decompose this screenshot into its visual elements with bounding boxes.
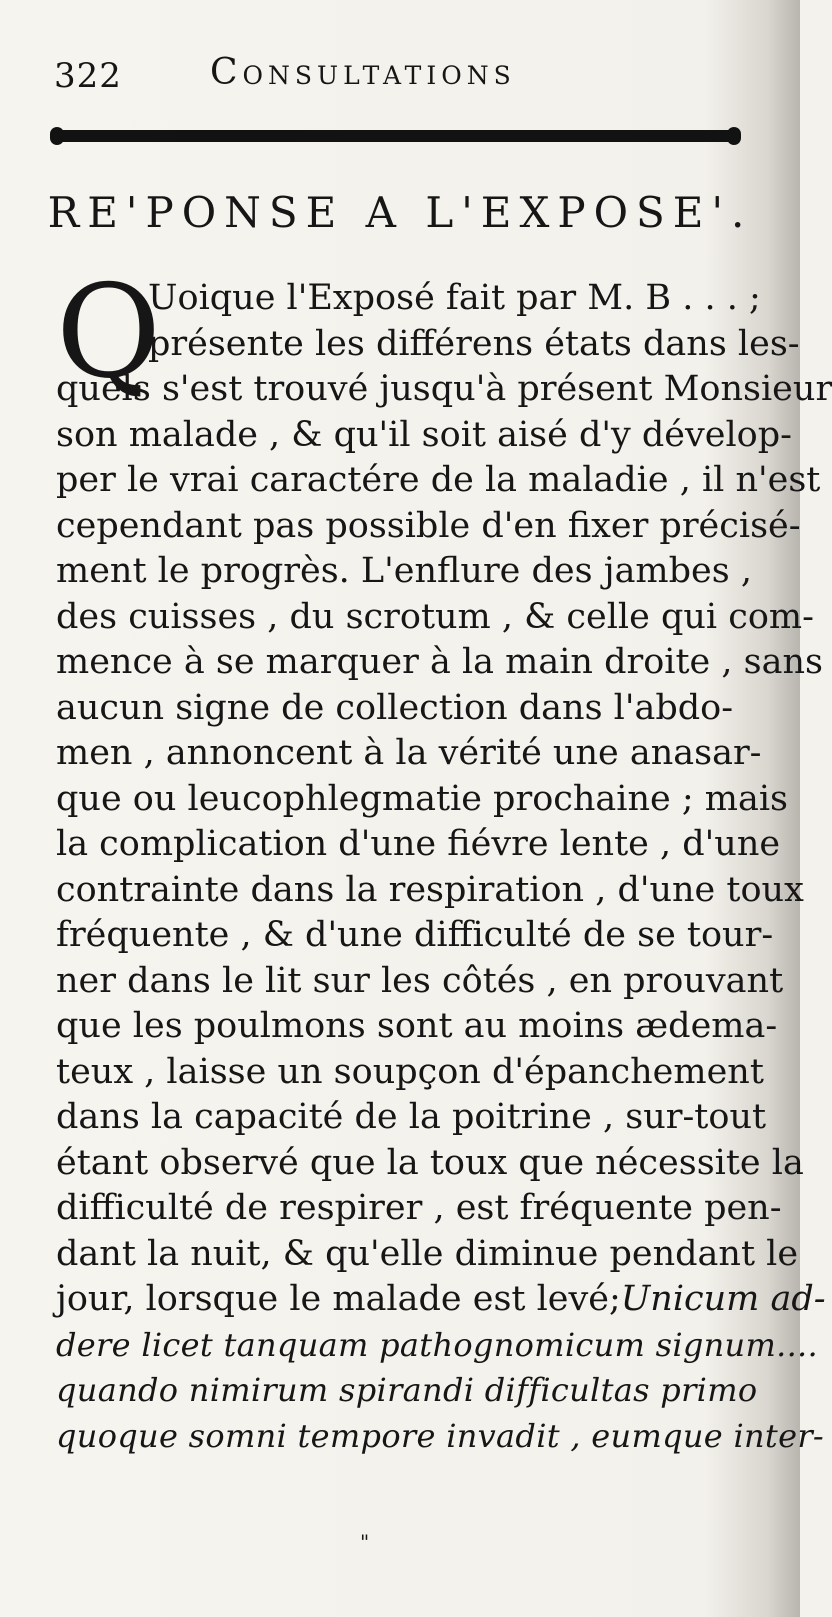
- text-line: dant la nuit, & qu'elle diminue pendant le: [56, 1233, 799, 1274]
- text-line: que les poulmons sont au moins ædema-: [56, 1006, 778, 1046]
- text-line: difficulté de respirer , est fréquente pen-: [56, 1188, 782, 1228]
- text-line: mence à se marquer à la main droite , sans: [56, 642, 823, 682]
- section-heading: RE'PONSE A L'EXPOSE'.: [47, 188, 753, 237]
- drop-cap: Q: [56, 258, 161, 407]
- text-line: ment le progrès. L'enflure des jambes ,: [56, 551, 752, 591]
- text-line: quels s'est trouvé jusqu'à présent Monsieur: [56, 369, 832, 409]
- latin-quote-start: Unicum ad-: [620, 1279, 826, 1319]
- latin-line: quando nimirum spirandi difficultas primo: [56, 1371, 758, 1409]
- body-text: [56, 258, 832, 1459]
- text-line: que ou leucophlegmatie prochaine ; mais: [56, 778, 788, 819]
- header-rule: [54, 130, 737, 142]
- text-line: ner dans le lit sur les côtés , en prouvant: [56, 960, 784, 1001]
- text-line: cependant pas possible d'en fixer précisé-: [56, 505, 801, 546]
- text-line: son malade , & qu'il soit aisé d'y dévelop-: [56, 414, 792, 455]
- text-line: aucun signe de collection dans l'abdo-: [56, 687, 734, 728]
- text-line: men , annoncent à la vérité une anasar-: [56, 733, 762, 773]
- text-line: fréquente , & d'une difficulté de se tour-: [56, 915, 774, 955]
- text-segment: jour, lorsque le malade est levé;: [56, 1279, 621, 1319]
- text-line: Uoique l'Exposé fait par M. B . . . ;: [148, 278, 761, 318]
- text-line: présente les différens états dans les-: [148, 323, 800, 364]
- text-line: dans la capacité de la poitrine , sur-tout: [56, 1097, 767, 1137]
- text-line: per le vrai caractére de la maladie , il n'est: [56, 460, 821, 500]
- latin-line: quoque somni tempore invadit , eumque inter-: [56, 1416, 825, 1455]
- running-head: [50, 46, 740, 106]
- footer-mark: ": [360, 1530, 370, 1554]
- text-line: des cuisses , du scrotum , & celle qui com-: [56, 596, 814, 637]
- page-number: 322: [54, 56, 122, 96]
- text-line: étant observé que la toux que nécessite la: [56, 1142, 804, 1183]
- text-line: contrainte dans la respiration , d'une toux: [56, 869, 804, 910]
- text-line: [56, 1277, 826, 1323]
- text-line: teux , laisse un soupçon d'épanchement: [56, 1051, 764, 1092]
- latin-line: dere licet tanquam pathognomicum signum....: [56, 1325, 818, 1364]
- running-title: Consultations: [210, 52, 516, 93]
- text-line: la complication d'une fiévre lente , d'une: [56, 824, 781, 864]
